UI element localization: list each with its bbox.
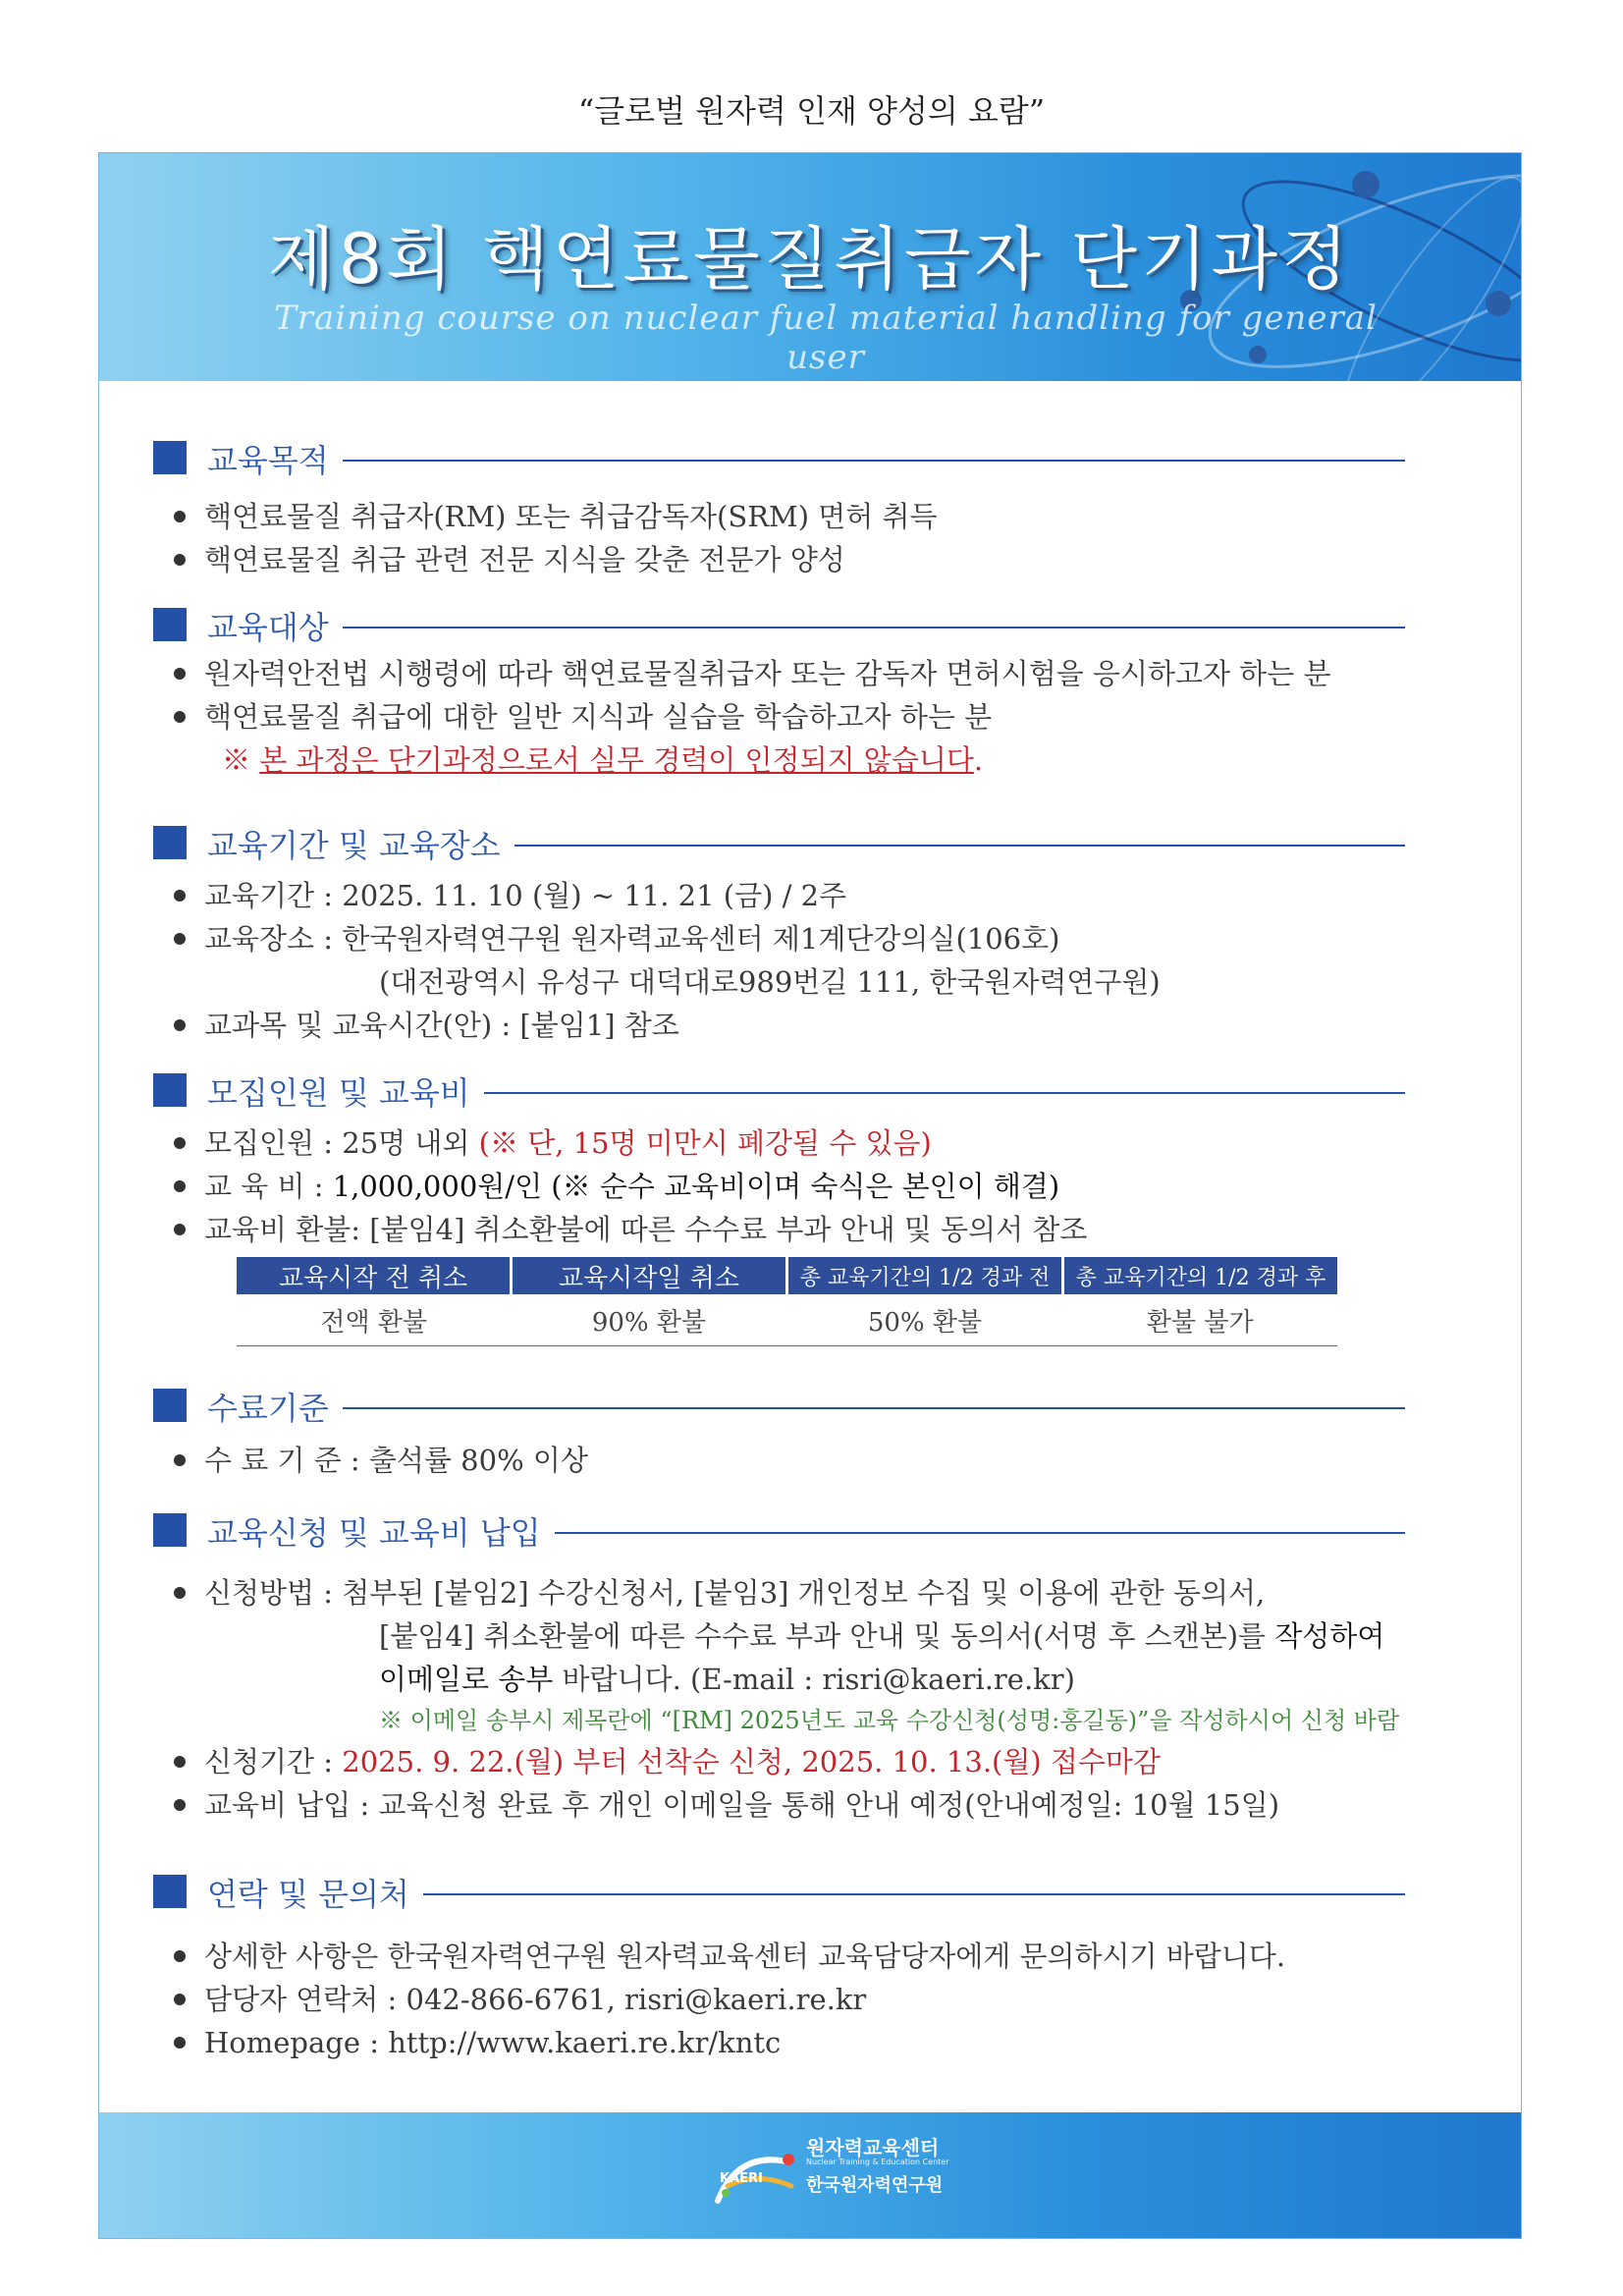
- list-item: 모집인원 : 25명 내외 (※ 단, 15명 미만시 폐강될 수 있음): [153, 1121, 1430, 1165]
- document-frame: [98, 152, 1522, 2239]
- list-item: 핵연료물질 취급 관련 전문 지식을 갖춘 전문가 양성: [153, 538, 1430, 581]
- bullet-icon: [174, 1799, 186, 1811]
- course-subtitle-en: Training course on nuclear fuel material handling for general user: [274, 299, 1378, 377]
- list-item: Homepage : http://www.kaeri.re.kr/kntc: [153, 2021, 1430, 2064]
- section-period: [153, 823, 1430, 1047]
- bullet-icon: [174, 2037, 186, 2049]
- table-cell: 전액 환불: [237, 1294, 512, 1346]
- section-apply: [153, 1510, 1430, 1827]
- section-divider: [207, 1407, 1405, 1409]
- center-name: 원자력교육센터: [806, 2136, 940, 2159]
- section-contact: [153, 1872, 1430, 2064]
- list-item: 수 료 기 준 : 출석률 80% 이상: [153, 1439, 1430, 1482]
- bullet-icon: [174, 511, 186, 522]
- table-cell: 환불 불가: [1063, 1294, 1338, 1346]
- table-row: [237, 1294, 1337, 1346]
- table-header-cell: 총 교육기간의 1/2 경과 전: [787, 1257, 1063, 1294]
- table-header-cell: 교육시작일 취소: [512, 1257, 787, 1294]
- section-marker: [153, 1389, 187, 1422]
- list-item: 교육비 납입 : 교육신청 완료 후 개인 이메일을 통해 안내 예정(안내예정일: 10월 15일): [153, 1783, 1430, 1827]
- section-marker: [153, 1513, 187, 1547]
- email-subject-note: ※ 이메일 송부시 제목란에 “[RM] 2025년도 교육 수강신청(성명:홍길동)”을 작성하시어 신청 바람: [379, 1707, 1400, 1734]
- institute-name: 한국원자력연구원: [806, 2175, 944, 2196]
- section-marker: [153, 441, 187, 474]
- center-name-en: Nuclear Training & Education Center: [806, 2158, 949, 2166]
- section-title: 모집인원 및 교육비: [207, 1068, 484, 1114]
- kaeri-wordmark: KAERI: [720, 2171, 763, 2186]
- section-marker: [153, 826, 187, 859]
- list-item: 원자력안전법 시행령에 따라 핵연료물질취급자 또는 감독자 면허시험을 응시하고자 하는 분: [153, 652, 1430, 695]
- bullet-icon: [174, 1180, 186, 1192]
- address-line: (대전광역시 유성구 대덕대로989번길 111, 한국원자력연구원): [379, 965, 1161, 999]
- list-item: 핵연료물질 취급자(RM) 또는 취급감독자(SRM) 면허 취득: [153, 495, 1430, 538]
- footer-bar: [99, 2112, 1521, 2238]
- table-cell: 50% 환불: [787, 1294, 1063, 1346]
- section-marker: [153, 1875, 187, 1908]
- continuation-line: [붙임4] 취소환불에 따른 수수료 부과 안내 및 동의서(서명 후 스캔본)를 작성하여: [379, 1619, 1385, 1653]
- refund-table: [237, 1257, 1337, 1346]
- list-item: 교 육 비 : 1,000,000원/인 (※ 순수 교육비이며 숙식은 본인이 해결): [153, 1165, 1430, 1208]
- section-marker: [153, 608, 187, 641]
- section-recruit: [153, 1070, 1430, 1346]
- section-target: [153, 605, 1430, 782]
- section-divider: [207, 627, 1405, 629]
- continuation-line: 이메일로 송부 바랍니다. (E-mail : risri@kaeri.re.kr): [379, 1663, 1075, 1696]
- table-header-cell: 교육시작 전 취소: [237, 1257, 512, 1294]
- section-title: 교육대상: [207, 603, 343, 648]
- section-title: 교육목적: [207, 436, 343, 481]
- list-item: 핵연료물질 취급에 대한 일반 지식과 실습을 학습하고자 하는 분: [153, 695, 1430, 738]
- title-banner: [99, 153, 1521, 381]
- bullet-icon: [174, 1756, 186, 1768]
- bullet-icon: [174, 933, 186, 945]
- list-item: 교육비 환불: [붙임4] 취소환불에 따른 수수료 부과 안내 및 동의서 참조: [153, 1208, 1430, 1251]
- bullet-icon: [174, 1994, 186, 2005]
- section-divider: [207, 460, 1405, 462]
- section-completion: [153, 1386, 1430, 1482]
- list-item: 담당자 연락처 : 042-866-6761, risri@kaeri.re.kr: [153, 1978, 1430, 2021]
- bullet-icon: [174, 554, 186, 566]
- bullet-icon: [174, 1224, 186, 1235]
- bullet-icon: [174, 1587, 186, 1599]
- list-item: 신청방법 : 첨부된 [붙임2] 수강신청서, [붙임3] 개인정보 수집 및 이용에 관한 동의서,: [153, 1571, 1430, 1614]
- table-header-cell: 총 교육기간의 1/2 경과 후: [1063, 1257, 1338, 1294]
- section-marker: [153, 1073, 187, 1107]
- bullet-icon: [174, 1950, 186, 1962]
- course-title: 제8회 핵연료물질취급자 단기과정: [268, 219, 1352, 300]
- tagline: “글로벌 원자력 인재 양성의 요람”: [577, 92, 1046, 130]
- bullet-icon: [174, 711, 186, 723]
- bullet-icon: [174, 1137, 186, 1149]
- bullet-icon: [174, 1454, 186, 1466]
- section-title: 수료기준: [207, 1384, 343, 1429]
- list-item: 신청기간 : 2025. 9. 22.(월) 부터 선착순 신청, 2025. 10. 13.(월) 접수마감: [153, 1740, 1430, 1783]
- section-purpose: [153, 438, 1430, 581]
- list-item: 상세한 사항은 한국원자력연구원 원자력교육센터 교육담당자에게 문의하시기 바랍니다.: [153, 1935, 1430, 1978]
- bullet-icon: [174, 1019, 186, 1031]
- section-title: 교육기간 및 교육장소: [207, 821, 514, 866]
- list-item: 교육장소 : 한국원자력연구원 원자력교육센터 제1계단강의실(106호): [153, 917, 1430, 960]
- bullet-icon: [174, 668, 186, 680]
- section-title: 연락 및 문의처: [207, 1870, 423, 1915]
- bullet-icon: [174, 890, 186, 902]
- table-header-row: [237, 1257, 1337, 1294]
- section-title: 교육신청 및 교육비 납입: [207, 1508, 555, 1554]
- list-item: 교육기간 : 2025. 11. 10 (월) ~ 11. 21 (금) / 2주: [153, 874, 1430, 917]
- list-item: 교과목 및 교육시간(안) : [붙임1] 참조: [153, 1004, 1430, 1047]
- warning-note: ※ 본 과정은 단기과정으로서 실무 경력이 인정되지 않습니다.: [222, 743, 984, 777]
- table-cell: 90% 환불: [512, 1294, 787, 1346]
